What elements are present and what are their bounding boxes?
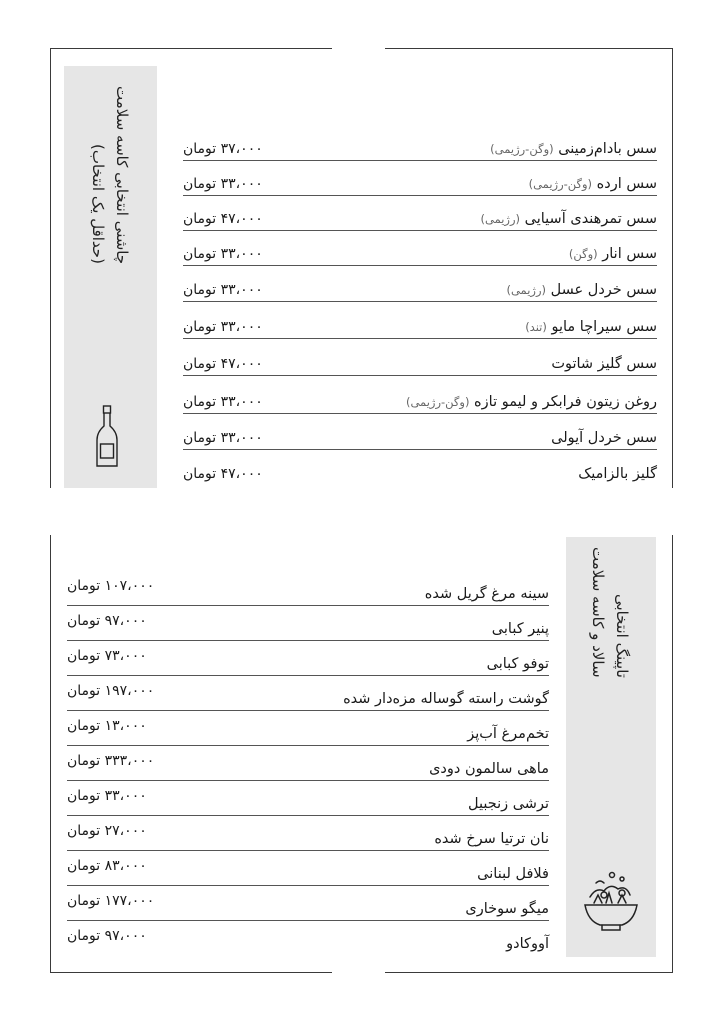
item-name: سس ارده <box>596 176 657 192</box>
item-note: (تند) <box>525 320 547 334</box>
item-name: توفو کبابی <box>486 656 549 672</box>
item-name: آووکادو <box>506 936 549 952</box>
item-name: سس انار <box>602 246 657 262</box>
item-name: میگو سوخاری <box>465 901 549 917</box>
list-item <box>183 340 657 376</box>
item-price: ۴۷،۰۰۰ تومان <box>183 466 263 482</box>
list-item <box>183 414 657 450</box>
bottle-icon <box>94 404 120 470</box>
item-name: روغن زیتون فرابکر و لیمو تازه <box>474 394 657 410</box>
list-item <box>67 815 549 851</box>
item-price: ۱۷۷،۰۰۰ تومان <box>67 893 155 909</box>
list-item <box>67 570 549 606</box>
list-item <box>67 885 549 921</box>
list-item <box>183 125 657 161</box>
item-price: ۳۳،۰۰۰ تومان <box>183 176 263 192</box>
list-item <box>67 850 549 886</box>
sauces-title-block <box>86 86 134 264</box>
item-name: گوشت راسته گوساله مزه‌دار شده <box>343 691 549 707</box>
item-note: (رژیمی) <box>506 283 546 297</box>
item-price: ۳۷،۰۰۰ تومان <box>183 141 263 157</box>
list-item <box>67 605 549 641</box>
list-item <box>67 640 549 676</box>
list-item <box>183 160 657 196</box>
item-name: فلافل لبنانی <box>477 866 549 882</box>
item-price: ۱۹۷،۰۰۰ تومان <box>67 683 155 699</box>
item-name: نان ترتیا سرخ شده <box>434 831 549 847</box>
item-name: سس گلیز شاتوت <box>551 356 657 372</box>
item-price: ۷۳،۰۰۰ تومان <box>67 648 147 664</box>
item-price: ۳۳،۰۰۰ تومان <box>183 394 263 410</box>
item-name: سس تمرهندی آسیایی <box>524 211 657 227</box>
sauces-side-panel <box>64 66 157 488</box>
item-price: ۱۰۷،۰۰۰ تومان <box>67 578 155 594</box>
list-item <box>183 303 657 339</box>
frame-right <box>672 48 673 488</box>
list-item <box>67 745 549 781</box>
item-name: سس خردل عسل <box>550 282 657 298</box>
item-note: (وگن-رژیمی) <box>528 177 593 191</box>
item-name: سس خردل آیولی <box>551 430 657 446</box>
item-price: ۳۳،۰۰۰ تومان <box>183 246 263 262</box>
sauces-subtitle: (حداقل یک انتخاب) <box>89 144 107 265</box>
frame-right <box>672 535 673 973</box>
list-item <box>183 266 657 302</box>
list-item <box>183 230 657 266</box>
frame-top-left <box>50 48 332 49</box>
toppings-side-panel <box>566 537 656 957</box>
frame-top-right <box>385 48 672 49</box>
item-price: ۴۷،۰۰۰ تومان <box>183 211 263 227</box>
item-note: (وگن-رژیمی) <box>405 395 470 409</box>
item-price: ۲۷،۰۰۰ تومان <box>67 823 147 839</box>
item-price: ۳۳۳،۰۰۰ تومان <box>67 753 155 769</box>
list-item <box>67 710 549 746</box>
item-note: (رژیمی) <box>480 212 521 226</box>
toppings-title: تاپینگ انتخابی <box>613 593 631 678</box>
sauces-title: چاشنی انتخابی کاسه سلامت <box>113 86 131 265</box>
item-price: ۳۳،۰۰۰ تومان <box>183 430 263 446</box>
frame-left <box>50 535 51 973</box>
list-item <box>183 378 657 414</box>
item-price: ۸۳،۰۰۰ تومان <box>67 858 147 874</box>
list-item <box>67 675 549 711</box>
item-name: سینه مرغ گریل شده <box>424 586 549 602</box>
item-name: گلیز بالزامیک <box>578 466 657 482</box>
item-name: پنیر کبابی <box>491 621 549 637</box>
list-item <box>183 450 657 485</box>
item-price: ۹۷،۰۰۰ تومان <box>67 928 147 944</box>
item-name: ترشی زنجبیل <box>467 796 549 812</box>
list-item <box>183 195 657 231</box>
item-price: ۹۷،۰۰۰ تومان <box>67 613 147 629</box>
item-name: ماهی سالمون دودی <box>429 761 549 777</box>
item-price: ۱۳،۰۰۰ تومان <box>67 718 147 734</box>
frame-left <box>50 48 51 488</box>
frame-bottom-left <box>50 972 332 973</box>
item-name: سس سیراچا مایو <box>551 319 657 335</box>
list-item <box>67 920 549 955</box>
toppings-subtitle: سالاد و کاسه سلامت <box>589 547 607 678</box>
item-name: تخم‌مرغ آب‌پز <box>467 726 549 742</box>
item-price: ۳۳،۰۰۰ تومان <box>183 319 263 335</box>
frame-bottom-right <box>385 972 673 973</box>
item-price: ۳۳،۰۰۰ تومان <box>183 282 263 298</box>
item-price: ۳۳،۰۰۰ تومان <box>67 788 147 804</box>
item-name: سس بادام‌زمینی <box>558 141 657 157</box>
list-item <box>67 780 549 816</box>
item-note: (وگن) <box>568 247 598 261</box>
toppings-title-block <box>586 547 634 678</box>
salad-bowl-icon <box>582 869 640 939</box>
item-note: (وگن-رژیمی) <box>490 142 554 156</box>
item-price: ۴۷،۰۰۰ تومان <box>183 356 263 372</box>
